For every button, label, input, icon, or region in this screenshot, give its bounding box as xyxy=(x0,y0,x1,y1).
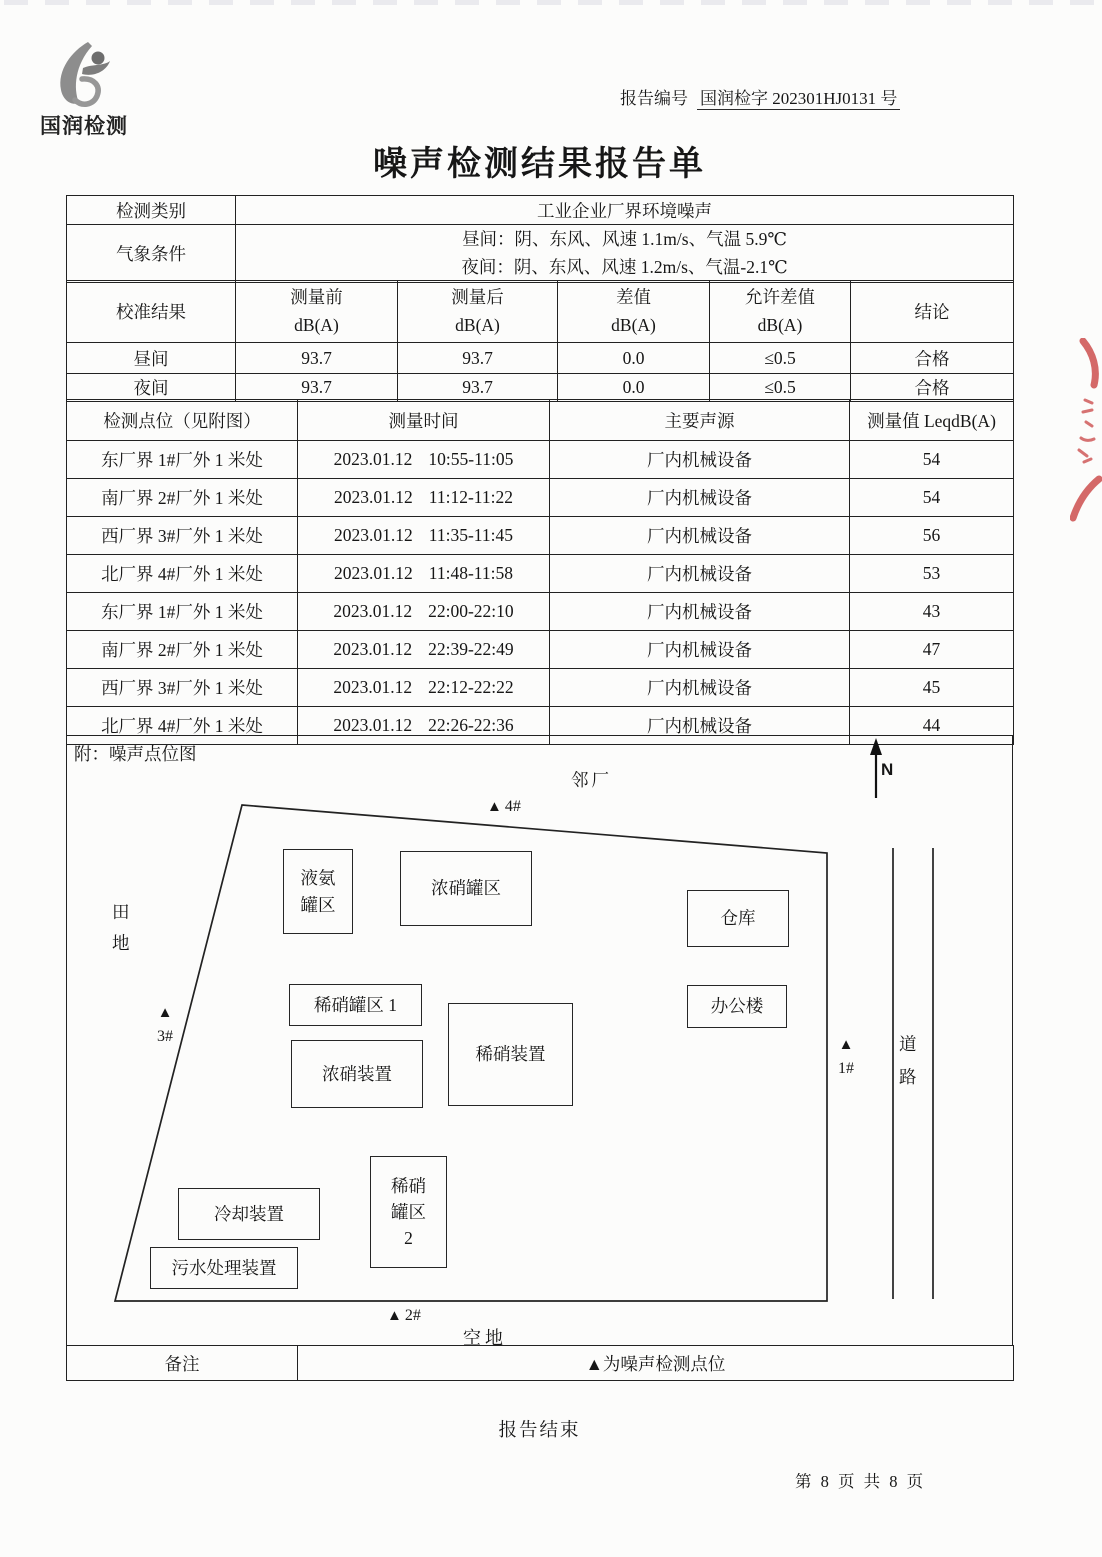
report-number-line xyxy=(620,84,900,109)
map-title: 附：噪声点位图 xyxy=(74,744,197,764)
weather-night: 夜间：阴、东风、风速 1.2m/s、气温-2.1℃ xyxy=(461,256,788,277)
point-cell: 北厂界 4#厂外 1 米处 xyxy=(67,555,298,593)
red-stamp-fragment-icon xyxy=(1070,338,1102,523)
measurement-row xyxy=(67,555,1014,593)
page-title: 噪声检测结果报告单 xyxy=(373,146,706,183)
source-cell: 厂内机械设备 xyxy=(550,631,850,669)
time-cell: 2023.01.12 11:12-11:22 xyxy=(298,479,550,517)
building-office: 办公楼 xyxy=(687,985,787,1028)
building-liquid-ammonia-tank: 液氨 罐区 xyxy=(283,849,353,934)
col-header-before: 测量前 dB(A) xyxy=(236,281,398,343)
company-logo-icon xyxy=(52,40,116,118)
period-cell: 夜间 xyxy=(67,374,236,402)
remark-table xyxy=(66,1345,1014,1381)
remark-value: ▲为噪声检测点位 xyxy=(298,1346,1014,1381)
value-cell: 53 xyxy=(850,555,1014,593)
calibration-label: 校准结果 xyxy=(67,281,236,343)
measurement-row xyxy=(67,593,1014,631)
calibration-row-day xyxy=(67,343,1014,374)
building-sewage-treatment: 污水处理装置 xyxy=(150,1247,298,1289)
building-dilute-nitric-tank-2: 稀硝 罐区 2 xyxy=(370,1156,447,1268)
report-end-text: 报告结束 xyxy=(498,1421,581,1441)
scan-artifact-strip xyxy=(4,0,1102,5)
before-cell: 93.7 xyxy=(236,343,398,374)
value-cell: 43 xyxy=(850,593,1014,631)
triangle-marker-icon: ▲ xyxy=(838,1037,854,1053)
period-cell: 昼间 xyxy=(67,343,236,374)
building-warehouse: 仓库 xyxy=(687,890,789,947)
source-cell: 厂内机械设备 xyxy=(550,441,850,479)
source-cell: 厂内机械设备 xyxy=(550,707,850,745)
source-cell: 厂内机械设备 xyxy=(550,479,850,517)
col-header-conclusion: 结论 xyxy=(851,281,1014,343)
time-cell: 2023.01.12 10:55-11:05 xyxy=(298,441,550,479)
category-label: 检测类别 xyxy=(67,196,236,225)
measurement-row xyxy=(67,669,1014,707)
building-cooling-unit: 冷却装置 xyxy=(178,1188,320,1240)
allowed-cell: ≤0.5 xyxy=(710,374,851,402)
time-cell: 2023.01.12 22:12-22:22 xyxy=(298,669,550,707)
time-cell: 2023.01.12 11:35-11:45 xyxy=(298,517,550,555)
field-label: 田 地 xyxy=(112,902,130,953)
point-cell: 南厂界 2#厂外 1 米处 xyxy=(67,479,298,517)
table-row xyxy=(67,225,1014,283)
info-table xyxy=(66,195,1014,283)
value-cell: 44 xyxy=(850,707,1014,745)
report-number-value: 国润检字 202301HJ0131 号 xyxy=(697,89,900,110)
conclusion-cell: 合格 xyxy=(851,374,1014,402)
value-cell: 54 xyxy=(850,479,1014,517)
point-cell: 西厂界 3#厂外 1 米处 xyxy=(67,669,298,707)
weather-label: 气象条件 xyxy=(67,225,236,283)
point-cell: 东厂界 1#厂外 1 米处 xyxy=(67,593,298,631)
north-arrow-head xyxy=(870,738,882,755)
calibration-header-row xyxy=(67,281,1014,343)
before-cell: 93.7 xyxy=(236,374,398,402)
point-cell: 北厂界 4#厂外 1 米处 xyxy=(67,707,298,745)
col-header-value: 测量值 LeqdB(A) xyxy=(850,400,1014,441)
after-cell: 93.7 xyxy=(398,343,558,374)
noise-point-marker-4: ▲ 4# xyxy=(487,798,521,815)
company-logo-text: 国润检测 xyxy=(40,114,128,138)
value-cell: 47 xyxy=(850,631,1014,669)
source-cell: 厂内机械设备 xyxy=(550,517,850,555)
measurement-row xyxy=(67,479,1014,517)
source-cell: 厂内机械设备 xyxy=(550,669,850,707)
noise-point-marker-1: ▲ 1# xyxy=(838,1037,854,1077)
value-cell: 56 xyxy=(850,517,1014,555)
col-header-allowed: 允许差值 dB(A) xyxy=(710,281,851,343)
triangle-marker-icon: ▲ xyxy=(157,1005,173,1021)
time-cell: 2023.01.12 22:00-22:10 xyxy=(298,593,550,631)
noise-point-map xyxy=(66,735,1013,1346)
page-number: 第 8 页 共 8 页 xyxy=(795,1472,926,1491)
after-cell: 93.7 xyxy=(398,374,558,402)
building-dilute-nitric-tank-1: 稀硝罐区 1 xyxy=(289,984,422,1026)
weather-value xyxy=(236,225,1014,283)
allowed-cell: ≤0.5 xyxy=(710,343,851,374)
measurements-table xyxy=(66,399,1014,745)
triangle-marker-icon: ▲ xyxy=(487,798,502,815)
time-cell: 2023.01.12 22:26-22:36 xyxy=(298,707,550,745)
noise-point-marker-2: ▲ 2# xyxy=(387,1307,421,1324)
col-header-source: 主要声源 xyxy=(550,400,850,441)
measurements-header-row xyxy=(67,400,1014,441)
col-header-point: 检测点位（见附图） xyxy=(67,400,298,441)
time-cell: 2023.01.12 22:39-22:49 xyxy=(298,631,550,669)
building-conc-nitric-tank: 浓硝罐区 xyxy=(400,851,532,926)
building-conc-nitric-unit: 浓硝装置 xyxy=(291,1040,423,1108)
measurement-row xyxy=(67,631,1014,669)
neighbor-factory-label: 邻厂 xyxy=(571,770,612,790)
weather-day: 昼间：阴、东风、风速 1.1m/s、气温 5.9℃ xyxy=(462,229,787,250)
point-cell: 西厂界 3#厂外 1 米处 xyxy=(67,517,298,555)
building-dilute-nitric-unit: 稀硝装置 xyxy=(448,1003,573,1106)
report-number-label: 报告编号 xyxy=(620,89,688,108)
value-cell: 54 xyxy=(850,441,1014,479)
col-header-time: 测量时间 xyxy=(298,400,550,441)
measurement-row xyxy=(67,517,1014,555)
triangle-marker-icon: ▲ xyxy=(387,1307,402,1324)
value-cell: 45 xyxy=(850,669,1014,707)
remark-label: 备注 xyxy=(67,1346,298,1381)
table-row xyxy=(67,196,1014,225)
col-header-after: 测量后 dB(A) xyxy=(398,281,558,343)
north-label: N xyxy=(881,760,894,779)
conclusion-cell: 合格 xyxy=(851,343,1014,374)
source-cell: 厂内机械设备 xyxy=(550,555,850,593)
point-cell: 南厂界 2#厂外 1 米处 xyxy=(67,631,298,669)
diff-cell: 0.0 xyxy=(558,343,710,374)
category-value: 工业企业厂界环境噪声 xyxy=(236,196,1014,225)
noise-point-marker-3: ▲ 3# xyxy=(157,1005,173,1045)
point-cell: 东厂界 1#厂外 1 米处 xyxy=(67,441,298,479)
calibration-table xyxy=(66,280,1014,402)
time-cell: 2023.01.12 11:48-11:58 xyxy=(298,555,550,593)
road-label: 道 路 xyxy=(899,1034,917,1087)
calibration-row-night xyxy=(67,374,1014,402)
measurement-row xyxy=(67,441,1014,479)
diff-cell: 0.0 xyxy=(558,374,710,402)
table-row xyxy=(67,1346,1014,1381)
open-space-label: 空地 xyxy=(463,1328,507,1348)
source-cell: 厂内机械设备 xyxy=(550,593,850,631)
col-header-diff: 差值 dB(A) xyxy=(558,281,710,343)
